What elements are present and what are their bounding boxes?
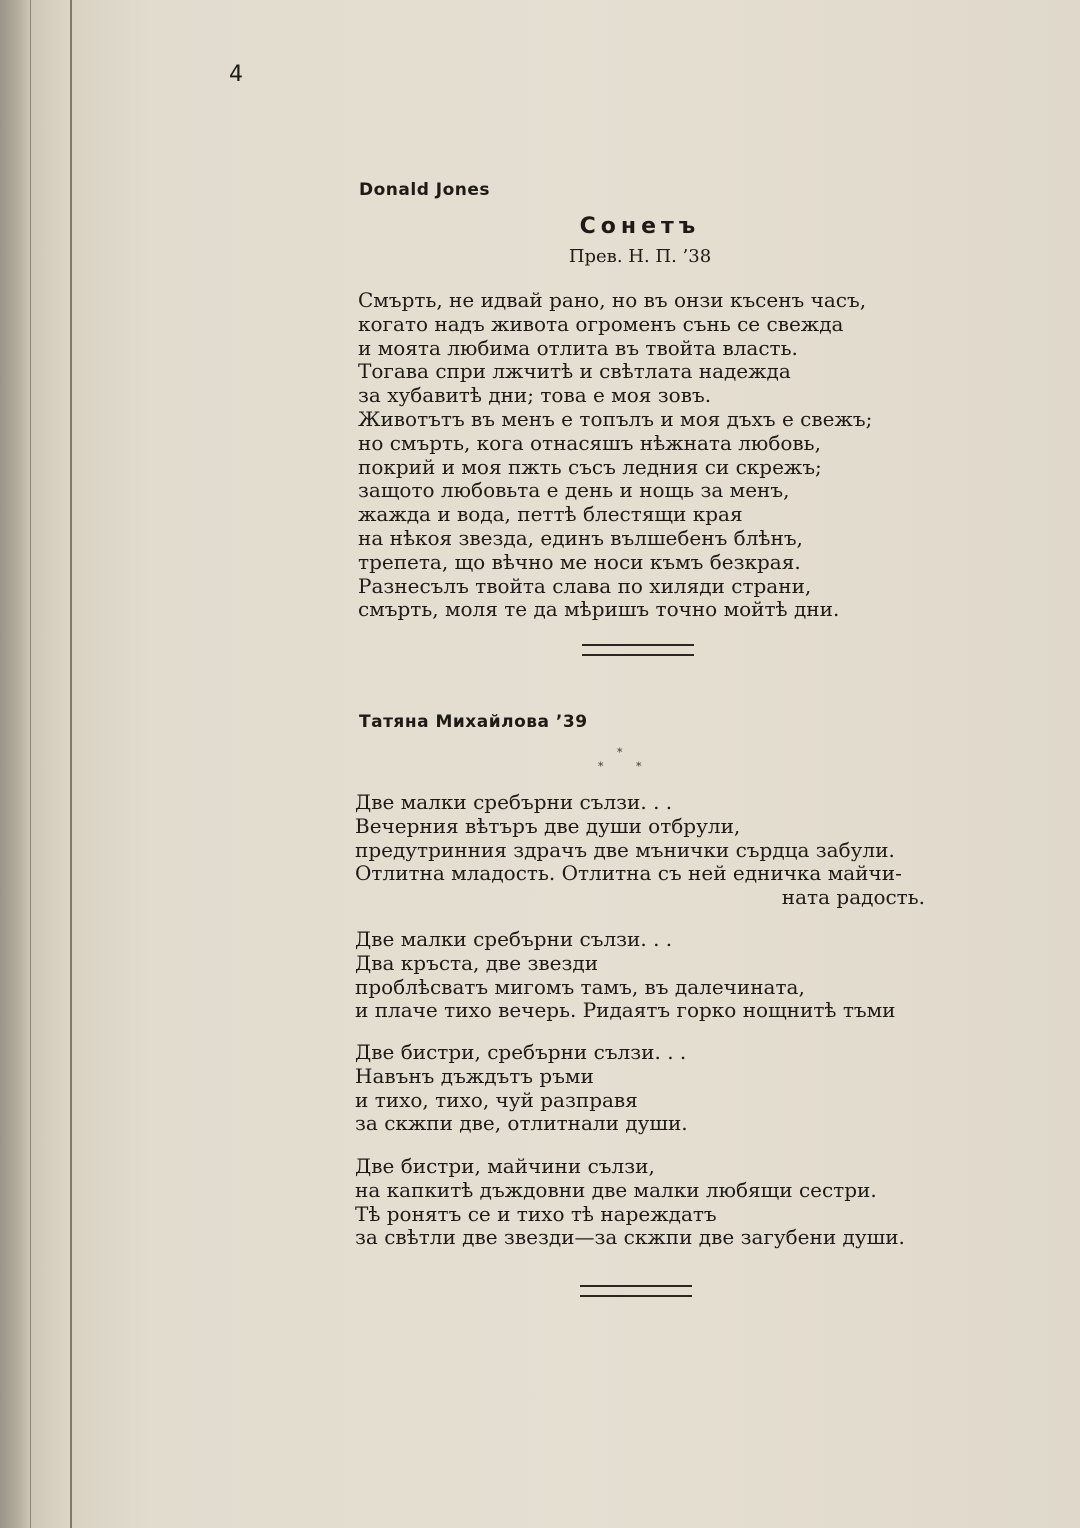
sonnet-author: Donald Jones — [359, 180, 491, 200]
asterism-star: * — [636, 760, 642, 773]
sonnet-translator: Прев. Н. П. ’38 — [568, 246, 712, 267]
poem-line: защото любовьта е день и нощь за менъ, — [358, 478, 790, 503]
poem-line: Разнесълъ твойта слава по хиляди страни, — [358, 573, 812, 598]
underlying-page-edge — [30, 0, 71, 1528]
poem-line: Тогава спри лжчитѣ и свѣтлата надежда — [358, 359, 791, 384]
asterism-star: * — [617, 746, 623, 759]
poem-stanza — [355, 928, 925, 1023]
asterism-star: * — [598, 760, 604, 773]
section-divider — [580, 1285, 692, 1297]
sonnet-title: Сонетъ — [579, 214, 701, 239]
asterism-ornament — [590, 746, 650, 776]
poem-line: за хубавитѣ дни; това е моя зовъ. — [358, 383, 712, 408]
poem-line: Две малки сребърни сълзи. . . — [355, 790, 673, 814]
poem-line: и плаче тихо вечерь. Ридаятъ горко нощнитѣ тъми — [355, 998, 896, 1023]
poem-stanza — [355, 1041, 925, 1136]
poem-stanza — [355, 791, 925, 910]
poem-line: трепета, що вѣчно ме носи къмъ безкрая. — [358, 549, 801, 574]
poem-line: за скжпи две, отлитнали души. — [355, 1111, 688, 1136]
poem-line: Животътъ въ менъ е топълъ и моя дъхъ е свежъ; — [358, 406, 873, 431]
poem-line: Две бистри, сребърни сълзи. . . — [355, 1040, 687, 1064]
poem-line: когато надъ живота огроменъ сънь се свежда — [358, 311, 844, 336]
underlying-page-edge — [0, 0, 30, 1528]
poem-line: проблѣсватъ мигомъ тамъ, въ далечината, — [355, 974, 805, 999]
poem-line: ната радость. — [781, 885, 925, 910]
poem-line: но смърть, кога отнасяшъ нѣжната любовь, — [358, 430, 821, 455]
poem-line: Смърть, не идвай рано, но въ онзи късенъ часъ, — [358, 288, 867, 312]
poem-line: Отлитна младость. Отлитна съ ней едничка майчи- — [355, 861, 902, 886]
poem-line: на капкитѣ дъждовни две малки любящи сестри. — [355, 1177, 877, 1202]
poem-line: Навънъ дъждътъ ръми — [355, 1063, 594, 1088]
poem-line: за свѣтли две звезди—за скжпи две загубени души. — [355, 1225, 905, 1250]
poem-line: и моята любима отлита въ твойта власть. — [358, 335, 798, 360]
poem-stanza — [355, 1155, 925, 1250]
sonnet-text — [358, 289, 928, 622]
poem-line: Два кръста, две звезди — [355, 950, 599, 975]
poem-line: предутринния здрачъ две мънички сърдца забули. — [355, 837, 895, 862]
section-divider — [582, 644, 694, 656]
page-number: 4 — [229, 62, 243, 87]
poem-line: Две малки сребърни сълзи. . . — [355, 927, 673, 951]
poem2-author: Татяна Михайлова ’39 — [359, 712, 588, 732]
poem-line: смърть, моля те да мѣришъ точно мойтѣ дни. — [358, 597, 840, 622]
poem-line: Тѣ ронятъ се и тихо тѣ нареждатъ — [355, 1201, 717, 1226]
poem-line: жажда и вода, петтѣ блестящи края — [358, 502, 743, 527]
poem-line: Две бистри, майчини сълзи, — [355, 1154, 655, 1178]
poem-line: Вечерния вѣтъръ две души отбрули, — [355, 813, 741, 838]
poem-line: покрий и моя пжть съсъ ледния си скрежъ; — [358, 454, 822, 479]
poem-line: и тихо, тихо, чуй разправя — [355, 1087, 638, 1112]
poem-line: на нѣкоя звезда, единъ вълшебенъ блѣнъ, — [358, 525, 803, 550]
